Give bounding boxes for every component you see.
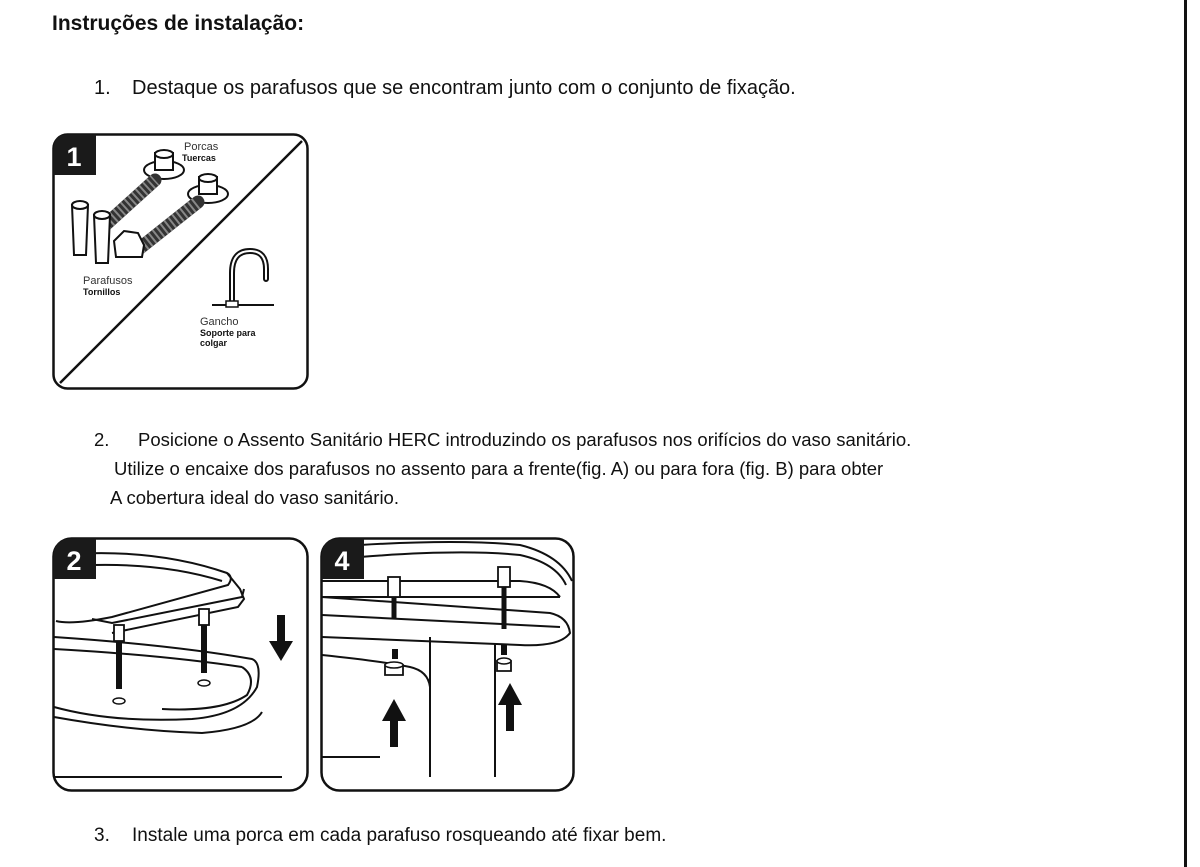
step-number: 2. [94,429,110,450]
label-parafusos: Parafusos [83,275,133,287]
step-text-line-2: Utilize o encaixe dos parafusos no assento para a frente(fig. A) ou para fora (fig. B) para obter [114,458,884,479]
badge-2 [54,539,97,580]
label-tuercas: Tuercas [182,153,216,163]
step-3 [94,825,666,847]
step-text: Destaque os parafusos que se encontram junto com o conjunto de fixação. [132,77,796,99]
label-soporte-1: Soporte para [200,328,256,338]
figure-2-seat-placement [52,537,309,792]
page-edge-bar [1184,0,1187,867]
step-text-line-1: Posicione o Assento Sanitário HERC introduzindo os parafusos nos orifícios do vaso sanitário. [138,429,912,450]
badge-1 [54,135,97,176]
label-soporte-2: colgar [200,338,228,348]
badge-4 [322,539,365,580]
screw-anchor-1 [72,201,88,255]
step-number: 3. [94,825,110,846]
badge-1-text: 1 [66,142,82,172]
figure-1-fixing-kit [52,133,309,390]
step-1 [94,77,796,100]
step-text-line-3: A cobertura ideal do vaso sanitário. [110,487,399,508]
screw-anchor-2 [94,211,110,263]
badge-4-text: 4 [334,546,350,576]
step-text: Instale uma porca em cada parafuso rosqueando até fixar bem. [132,825,667,846]
figure-4-nut-fastening [320,537,575,792]
step-2 [94,425,911,512]
label-porcas: Porcas [184,141,219,153]
page-title: Instruções de instalação: [52,12,305,35]
step-number: 1. [94,77,111,99]
badge-2-text: 2 [66,546,82,576]
label-gancho: Gancho [200,316,239,328]
label-tornillos: Tornillos [83,287,121,297]
